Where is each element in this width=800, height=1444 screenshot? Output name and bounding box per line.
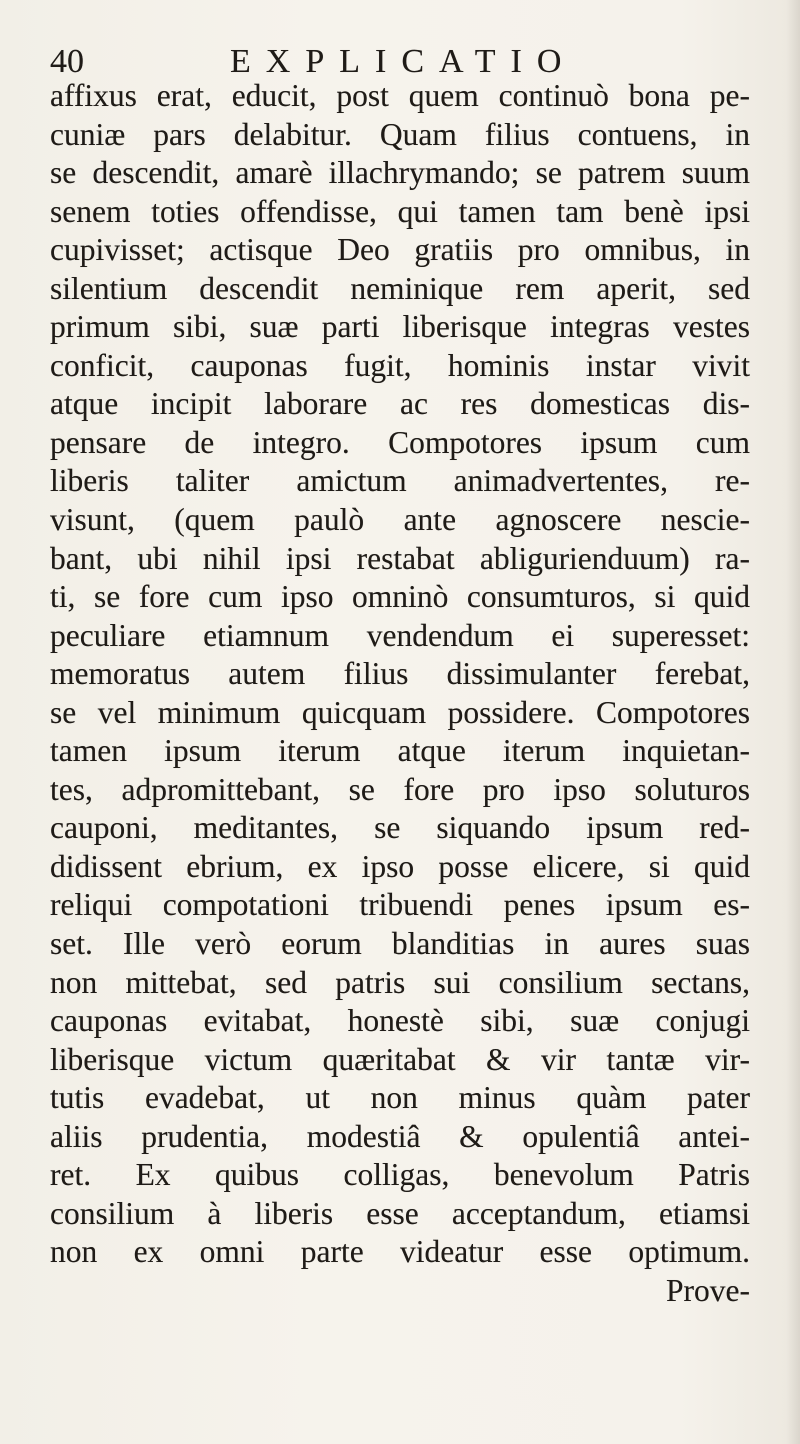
- text-line: se descendit, amarè illachrymando; se patrem suum: [50, 155, 750, 191]
- catchword: Prove-: [666, 1272, 750, 1308]
- text-line: cupivisset; actisque Deo gratiis pro omnibus, in: [50, 232, 750, 268]
- text-line: cuniæ pars delabitur. Quam filius contuens, in: [50, 116, 750, 152]
- text-line: conficit, cauponas fugit, hominis instar vivit: [50, 347, 750, 383]
- text-line: se vel minimum quicquam possidere. Compotores: [50, 694, 750, 730]
- text-line: pensare de integro. Compotores ipsum cum: [50, 424, 750, 460]
- text-line: tes, adpromittebant, se fore pro ipso soluturos: [50, 771, 750, 807]
- text-line: aliis prudentia, modestiâ & opulentiâ antei-: [50, 1118, 750, 1154]
- text-line: visunt, (quem paulò ante agnoscere nescie-: [50, 502, 750, 538]
- text-line: didissent ebrium, ex ipso posse elicere, si quid: [50, 848, 750, 884]
- text-line: ret. Ex quibus colligas, benevolum Patris: [50, 1157, 750, 1193]
- text-line: liberis taliter amictum animadvertentes, re-: [50, 463, 750, 499]
- text-line: reliqui compotationi tribuendi penes ipsum es-: [50, 887, 750, 923]
- text-line: non ex omni parte videatur esse optimum.: [50, 1234, 750, 1270]
- text-line: tutis evadebat, ut non minus quàm pater: [50, 1080, 750, 1116]
- text-line: memoratus autem filius dissimulanter ferebat,: [50, 656, 750, 692]
- text-line: peculiare etiamnum vendendum ei superesset:: [50, 617, 750, 653]
- text-line: bant, ubi nihil ipsi restabat abligurienduum) ra-: [50, 540, 750, 576]
- text-line: atque incipit laborare ac res domesticas dis-: [50, 386, 750, 422]
- text-line: ti, se fore cum ipso omninò consumturos, si quid: [50, 579, 750, 615]
- text-line: non mittebat, sed patris sui consilium sectans,: [50, 964, 750, 1000]
- text-line: liberisque victum quæritabat & vir tantæ vir-: [50, 1041, 750, 1077]
- text-line: silentium descendit neminique rem aperit, sed: [50, 270, 750, 306]
- text-line: tamen ipsum iterum atque iterum inquietan-: [50, 733, 750, 769]
- page-edge-shadow: [786, 0, 800, 1444]
- page-number: 40: [50, 43, 84, 80]
- text-line: set. Ille verò eorum blanditias in aures suas: [50, 926, 750, 962]
- text-line: cauponi, meditantes, se siquando ipsum red-: [50, 810, 750, 846]
- text-line: consilium à liberis esse acceptandum, etiamsi: [50, 1195, 750, 1231]
- text-line: cauponas evitabat, honestè sibi, suæ conjugi: [50, 1003, 750, 1039]
- text-line: senem toties offendisse, qui tamen tam benè ipsi: [50, 193, 750, 229]
- text-line: affixus erat, educit, post quem continuò bona pe-: [50, 78, 750, 113]
- text-line: primum sibi, suæ parti liberisque integras vestes: [50, 309, 750, 345]
- running-head: EXPLICATIO: [230, 43, 577, 80]
- text-block: [50, 77, 750, 1311]
